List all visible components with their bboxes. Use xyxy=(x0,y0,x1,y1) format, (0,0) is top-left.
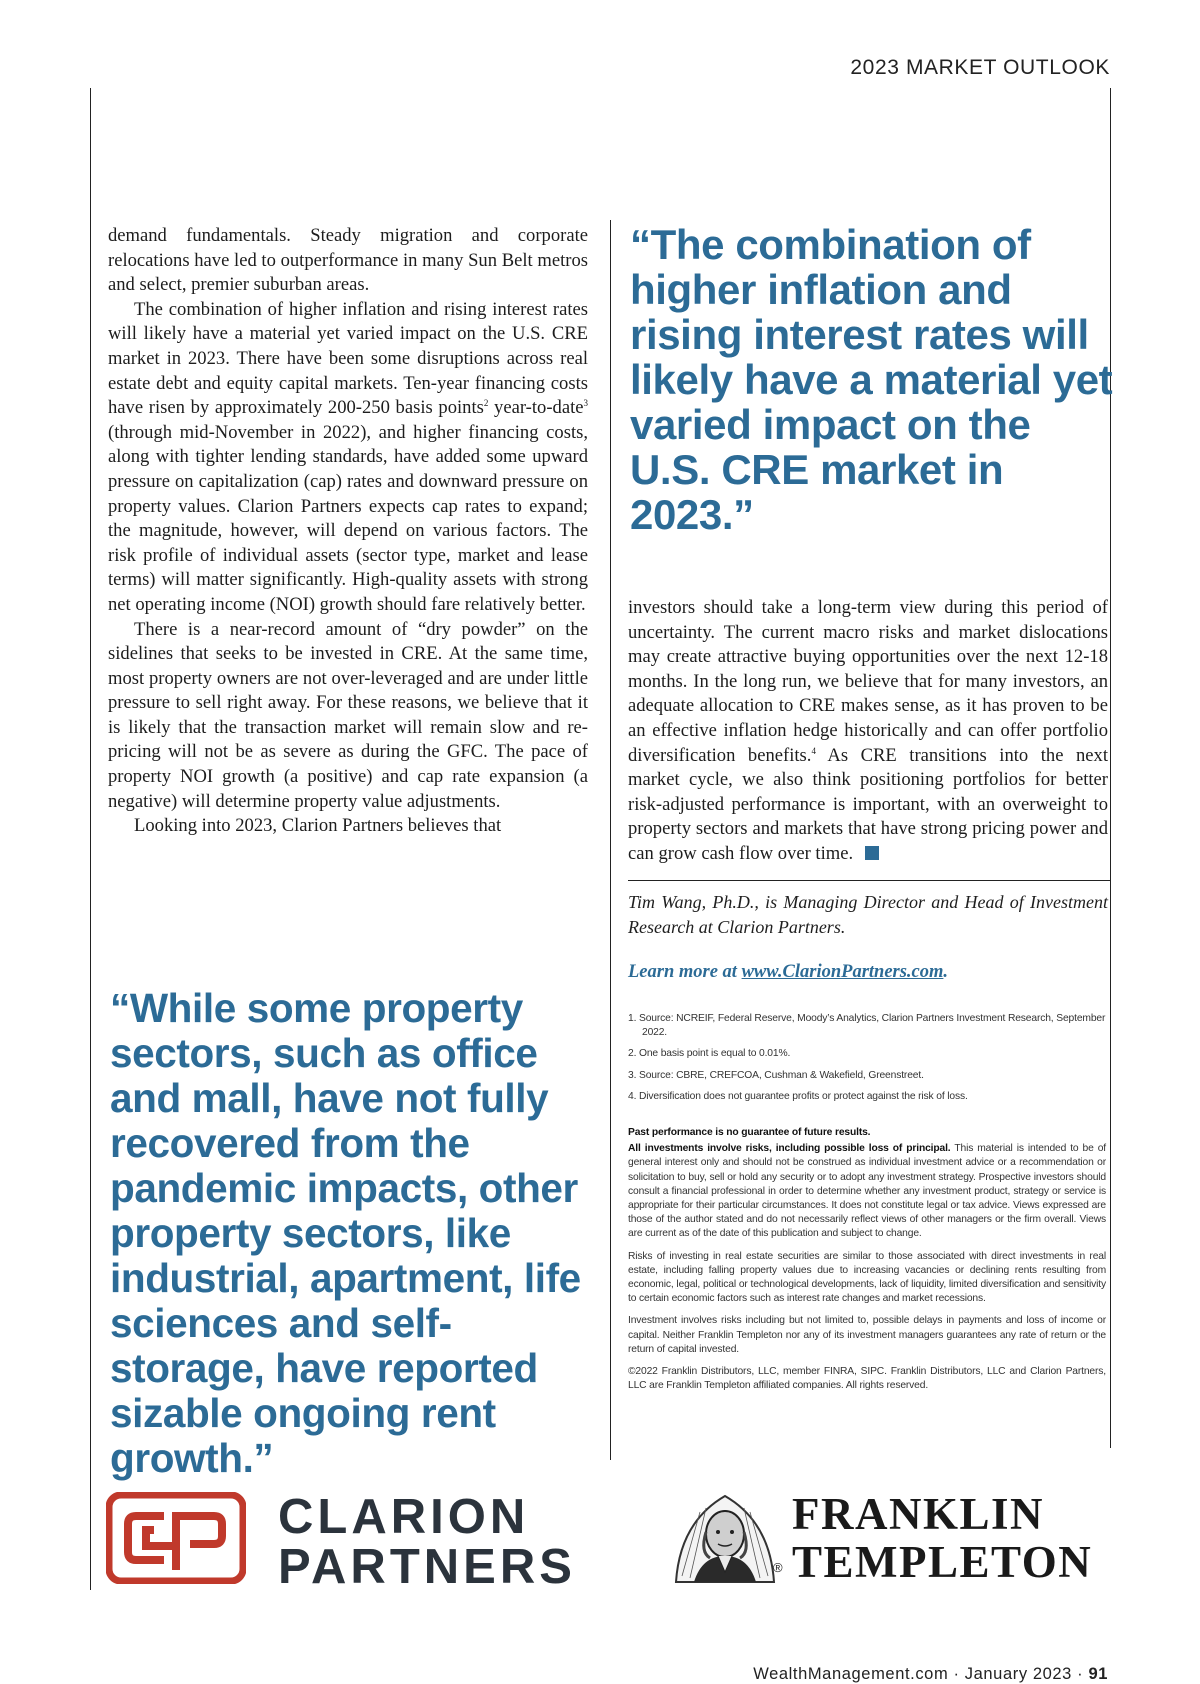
footnote-item: 1. Source: NCREIF, Federal Reserve, Moody’s Analytics, Clarion Partners Investment Research, September 2022. xyxy=(628,1013,1106,1039)
right-column xyxy=(628,596,1108,867)
paragraph: investors should take a long-term view during this period of uncertainty. The current macro risks and market dislocations may create attractive buying opportunities over the next 12-18 months. In the long run, we believe that for many investors, an adequate allocation to CRE makes sense, as it has proven to be an effective inflation hedge historically and can offer portfolio diversification benefits.$^4$ As CRE transitions into the next market cycle, we also think positioning portfolios for better risk-adjusted performance is important, with an overweight to property sectors and markets that have strong pricing power and can grow cash flow over time. xyxy=(628,597,1108,864)
center-vertical-rule xyxy=(610,220,611,1460)
clarion-website-link[interactable]: www.ClarionPartners.com xyxy=(741,962,944,982)
footnote-ref: 2 xyxy=(483,398,489,409)
footnote-ref: 4 xyxy=(811,745,816,756)
author-bio: Tim Wang, Ph.D., is Managing Director and Head of Investment Research at Clarion Partners. xyxy=(628,892,1108,937)
section-header: 2023 MARKET OUTLOOK xyxy=(850,56,1110,79)
paragraph: There is a near-record amount of “dry powder” on the sidelines that seeks to be invested in CRE. At the same time, most property owners are not over-leveraged and are under little pressure to sell right away. For these reasons, we believe that it is likely that the transaction market will remain slow and re-pricing will not be as severe as during the GFC. The pace of property NOI growth (a positive) and cap rate expansion (a negative) will determine property value adjustments. xyxy=(108,618,588,812)
disclosures xyxy=(628,1126,1106,1401)
clarion-partners-wordmark: CLARION PARTNERS xyxy=(278,1490,576,1594)
footnotes xyxy=(628,1012,1106,1111)
footnote-item: 2. One basis point is equal to 0.01%. xyxy=(628,1048,791,1060)
footnote-item: 3. Source: CBRE, CREFCOA, Cushman & Wakefield, Greenstreet. xyxy=(628,1069,924,1081)
pull-quote-bottom: “While some property sectors, such as office and mall, have not fully recovered from the pandemic impacts, other property sectors, like industrial, apartment, life sciences and self-storage, have reported sizable ongoing rent growth.” xyxy=(110,985,581,1481)
end-of-article-mark xyxy=(865,846,879,860)
franklin-portrait-seal xyxy=(670,1492,780,1584)
pull-quote-top: “The combination of higher inflation and rising interest rates will likely have a material yet varied impact on the U.S. CRE market in 2023.” xyxy=(630,221,1113,538)
page-number: 91 xyxy=(1088,1665,1108,1683)
left-column xyxy=(108,224,588,839)
paragraph: demand fundamentals. Steady migration and corporate relocations have led to outperformance in many Sun Belt metros and select, premier suburban areas. xyxy=(108,225,588,296)
investment-risk-disclosure: Investment involves risks including but not limited to, possible delays in payments and loss of income or capital. Neither Franklin Templeton nor any of its investment managers guarantees any rate of return or the return of capital invested. xyxy=(628,1315,1106,1355)
copyright-notice: ©2022 Franklin Distributors, LLC, member FINRA, SIPC. Franklin Distributors, LLC and Clarion Partners, LLC are Franklin Templeton affiliated companies. All rights reserved. xyxy=(628,1366,1106,1392)
page-footer xyxy=(753,1665,1108,1684)
publication-info: WealthManagement.com · January 2023 · xyxy=(753,1665,1089,1683)
footnote-item: 4. Diversification does not guarantee profits or protect against the risk of loss. xyxy=(628,1090,968,1102)
past-performance-disclaimer: Past performance is no guarantee of future results. xyxy=(628,1127,871,1138)
registered-mark: ® xyxy=(773,1560,783,1575)
risk-disclosure: All investments involve risks, including possible loss of principal. This material is intended to be of general interest only and should not be construed as individual investment advice or a recommendation or solicitation to buy, sell or hold any security or to adopt any investment strategy. Prospective investors should consult a financial professional in order to determine whether any investment product, strategy or service is appropriate for their particular circumstances. It does not constitute legal or tax advice. Views expressed are those of the author stated and do not necessarily reflect views of other managers or the firm overall. Views are current as of the date of this publication and subject to change. xyxy=(628,1143,1106,1240)
paragraph: The combination of higher inflation and rising interest rates will likely have a material yet varied impact on the U.S. CRE market in 2023. There have been some disruptions across real estate debt and equity capital markets. Ten-year financing costs have risen by approximately 200-250 basis points$^2$ year-to-date$^3$ (through mid-November in 2022), and higher financing costs, along with tighter lending standards, have added some upward pressure on capitalization (cap) rates and downward pressure on property values. Clarion Partners expects cap rates to expand; the magnitude, however, will depend on various factors. The risk profile of individual assets (sector type, market and lease terms) will matter significantly. High-quality assets with strong net operating income (NOI) growth should fare relatively better. xyxy=(108,298,588,615)
real-estate-disclosure: Risks of investing in real estate securities are similar to those associated with direct investments in real estate, including falling property values due to increasing vacancies or declining rents resulting from economic, legal, political or technological developments, lack of liquidity, limited diversification and sensitivity to certain economic factors such as interest rate changes and market recessions. xyxy=(628,1250,1106,1305)
clarion-partners-logo-mark xyxy=(106,1492,246,1584)
franklin-templeton-wordmark: FRANKLIN TEMPLETON xyxy=(792,1489,1093,1587)
learn-more: Learn more at www.ClarionPartners.com. xyxy=(628,962,949,982)
left-vertical-rule xyxy=(90,88,91,1590)
paragraph: Looking into 2023, Clarion Partners believes that xyxy=(134,815,502,837)
author-divider xyxy=(628,880,1110,881)
footnote-ref: 3 xyxy=(583,398,588,409)
